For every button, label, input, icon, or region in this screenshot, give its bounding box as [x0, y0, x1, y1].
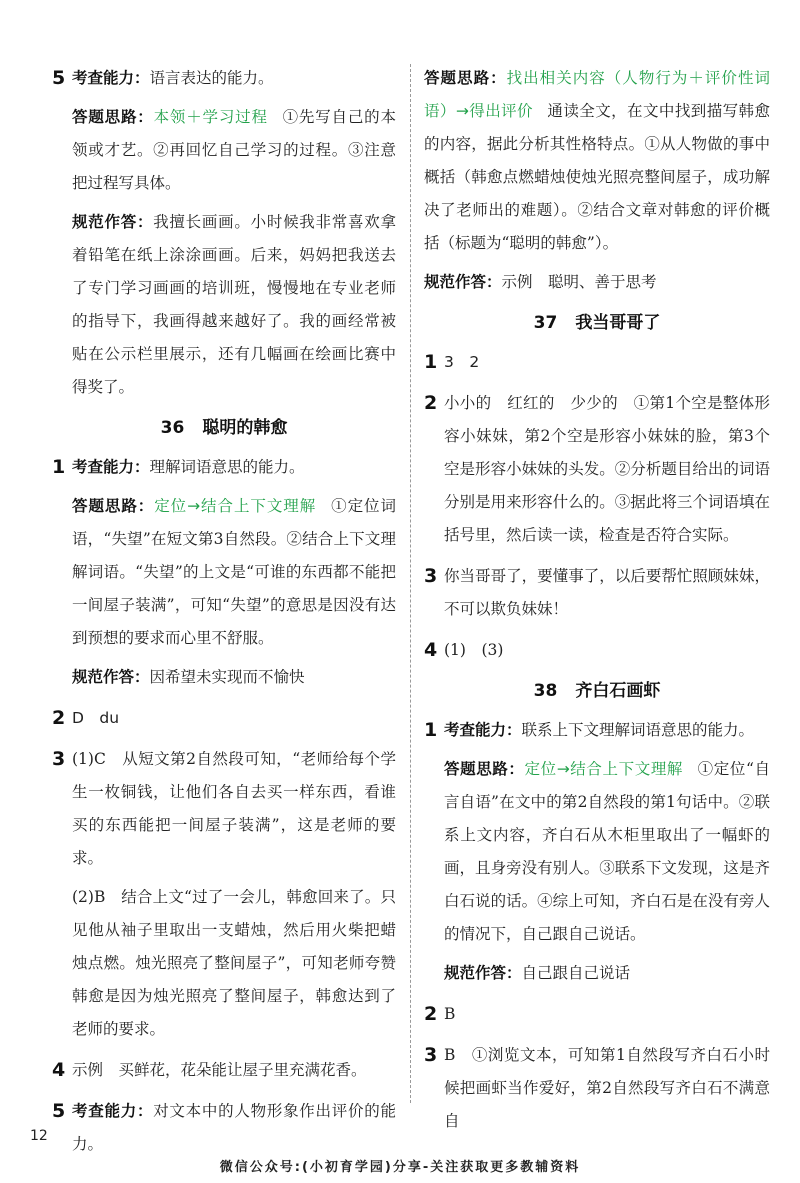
question-number: 3 — [52, 748, 66, 770]
ability-text: 对文本中的人物形象作出评价的能力。 — [72, 1102, 396, 1153]
answer-text: 因希望未实现而不愉快 — [149, 668, 305, 686]
question-3 — [52, 743, 396, 1046]
question-5-continued — [424, 62, 770, 299]
answer-text: 我擅长画画。小时候我非常喜欢拿着铅笔在纸上涂涂画画。后来，妈妈把我送去了专门学习画画的培训班，慢慢地在专业老师的指导下，我画得越来越好了。我的画经常被贴在公示栏里展示，还有几幅画在绘画比赛中得奖了。 — [72, 213, 396, 396]
answer-text: D du — [72, 709, 120, 727]
ability-text: 理解词语意思的能力。 — [149, 458, 305, 476]
question-5-top — [52, 62, 396, 404]
question-5-bottom — [52, 1095, 396, 1161]
question-number: 1 — [52, 456, 66, 478]
answer-text: 3 2 — [444, 353, 480, 371]
approach-line — [424, 62, 770, 260]
approach-text: 通读全文，在文中找到描写韩愈的内容，据此分析其性格特点。①从人物做的事中概括（韩愈点燃蜡烛使烛光照亮整间屋子，成功解决了老师出的难题）。②结合文章对韩愈的评价概括（标题为“聪明的韩愈”）。 — [424, 102, 770, 252]
approach-keyword: 本领＋学习过程 — [153, 108, 268, 126]
question-number: 2 — [424, 392, 438, 414]
section-37-title — [424, 307, 770, 340]
question-3 — [424, 560, 770, 626]
answer-label: 规范作答： — [444, 964, 522, 982]
ability-text: 语言表达的能力。 — [149, 69, 274, 87]
question-2 — [424, 387, 770, 552]
question-number: 3 — [424, 1044, 438, 1066]
question-number: 1 — [424, 719, 438, 741]
question-4 — [52, 1054, 396, 1087]
column-divider — [410, 64, 411, 1103]
ability-label: 考查能力： — [444, 721, 522, 739]
ability-label: 考查能力： — [72, 458, 150, 476]
answer-line — [444, 957, 770, 990]
question-2 — [424, 998, 770, 1031]
section-number: 38 — [533, 681, 558, 701]
question-4 — [424, 634, 770, 667]
approach-line — [72, 101, 396, 200]
approach-line — [444, 753, 770, 951]
footer-note: 微信公众号:(小初育学园)分享-关注获取更多教辅资料 — [219, 1160, 581, 1175]
ability-label: 考查能力： — [72, 1102, 154, 1120]
approach-text: ①先写自己的本领或才艺。②再回忆自己学习的过程。③注意把过程写具体。 — [72, 108, 396, 192]
question-number: 3 — [424, 565, 438, 587]
section-number: 36 — [160, 418, 185, 438]
question-2 — [52, 702, 396, 735]
section-name: 聪明的韩愈 — [202, 418, 288, 438]
approach-text: ①定位词语，“失望”在短文第3自然段。②结合上下文理解词语。“失望”的上文是“可谁的东西都不能把一间屋子装满”，可知“失望”的意思是因没有达到预想的要求而心里不舒服。 — [72, 497, 396, 647]
question-3 — [424, 1039, 770, 1138]
approach-keyword: 找出相关内容（人物行为＋评价性词语）→得出评价 — [424, 69, 770, 120]
ability-line — [444, 714, 770, 747]
answer-line — [72, 661, 396, 694]
approach-keyword: 定位→结合上下文理解 — [524, 760, 684, 778]
answer-text: B — [444, 1005, 456, 1023]
question-number: 1 — [424, 351, 438, 373]
question-number: 4 — [52, 1059, 66, 1081]
answer-text: 小小的 红红的 少少的 ①第1个空是整体形容小妹妹，第2个空是形容小妹妹的脸，第3个空是形容小妹妹的头发。②分析题目给出的词语分别是用来形容什么的。③据此将三个词语填在括号里，然后读一读，检查是否符合实际。 — [444, 394, 770, 544]
approach-line — [72, 490, 396, 655]
question-1 — [52, 451, 396, 694]
left-column — [52, 62, 396, 1153]
ability-line — [72, 1095, 396, 1161]
ability-text: 联系上下文理解词语意思的能力。 — [521, 721, 755, 739]
answer-label: 规范作答： — [72, 668, 150, 686]
approach-keyword: 定位→结合上下文理解 — [154, 497, 317, 515]
answer-text: 示例 买鲜花，花朵能让屋子里充满花香。 — [72, 1061, 367, 1079]
question-1 — [424, 346, 770, 379]
section-name: 齐白石画虾 — [575, 681, 661, 701]
question-1 — [424, 714, 770, 990]
question-number: 5 — [52, 67, 66, 89]
answer-part-1: (1)C 从短文第2自然段可知，“老师给每个学生一枚铜钱，让他们各自去买一样东西，看谁买的东西能把一间屋子装满”，这是老师的要求。 — [72, 750, 396, 867]
approach-label: 答题思路： — [72, 108, 154, 126]
answer-label: 规范作答： — [424, 273, 502, 291]
section-name: 我当哥哥了 — [575, 313, 661, 333]
section-38-title — [424, 675, 770, 708]
right-column — [424, 62, 770, 1130]
section-number: 37 — [533, 313, 558, 333]
approach-label: 答题思路： — [444, 760, 525, 778]
ability-line — [72, 451, 396, 484]
question-number: 5 — [52, 1100, 66, 1122]
answer-part-2: (2)B 结合上文“过了一会儿，韩愈回来了。只见他从袖子里取出一支蜡烛，然后用火柴把蜡烛点燃。烛光照亮了整间屋子”，可知老师夸赞韩愈是因为烛光照亮了整间屋子，韩愈达到了老师的要求。 — [72, 888, 396, 1038]
approach-label: 答题思路： — [72, 497, 155, 515]
ability-line — [72, 62, 396, 95]
approach-text: ①定位“自言自语”在文中的第2自然段的第1句话中。②联系上文内容，齐白石从木柜里取出了一幅虾的画，且身旁没有别人。③联系下文发现，这是齐白石说的话。④综上可知，齐白石是在没有旁人的情况下，自己跟自己说话。 — [444, 760, 770, 943]
approach-label: 答题思路： — [424, 69, 507, 87]
answer-text: 你当哥哥了，要懂事了，以后要帮忙照顾妹妹，不可以欺负妹妹！ — [444, 567, 770, 618]
question-number: 2 — [52, 707, 66, 729]
page-number: 12 — [30, 1128, 48, 1144]
answer-text: (1) (3) — [444, 641, 504, 659]
section-36-title — [52, 412, 396, 445]
answer-text: 自己跟自己说话 — [521, 964, 631, 982]
question-number: 2 — [424, 1003, 438, 1025]
question-number: 4 — [424, 639, 438, 661]
answer-text: B ①浏览文本，可知第1自然段写齐白石小时候把画虾当作爱好，第2自然段写齐白石不满意自 — [444, 1046, 770, 1130]
answer-text: 示例 聪明、善于思考 — [501, 273, 657, 291]
answer-line — [424, 266, 770, 299]
answer-line — [72, 206, 396, 404]
answer-label: 规范作答： — [72, 213, 154, 231]
ability-label: 考查能力： — [72, 69, 150, 87]
